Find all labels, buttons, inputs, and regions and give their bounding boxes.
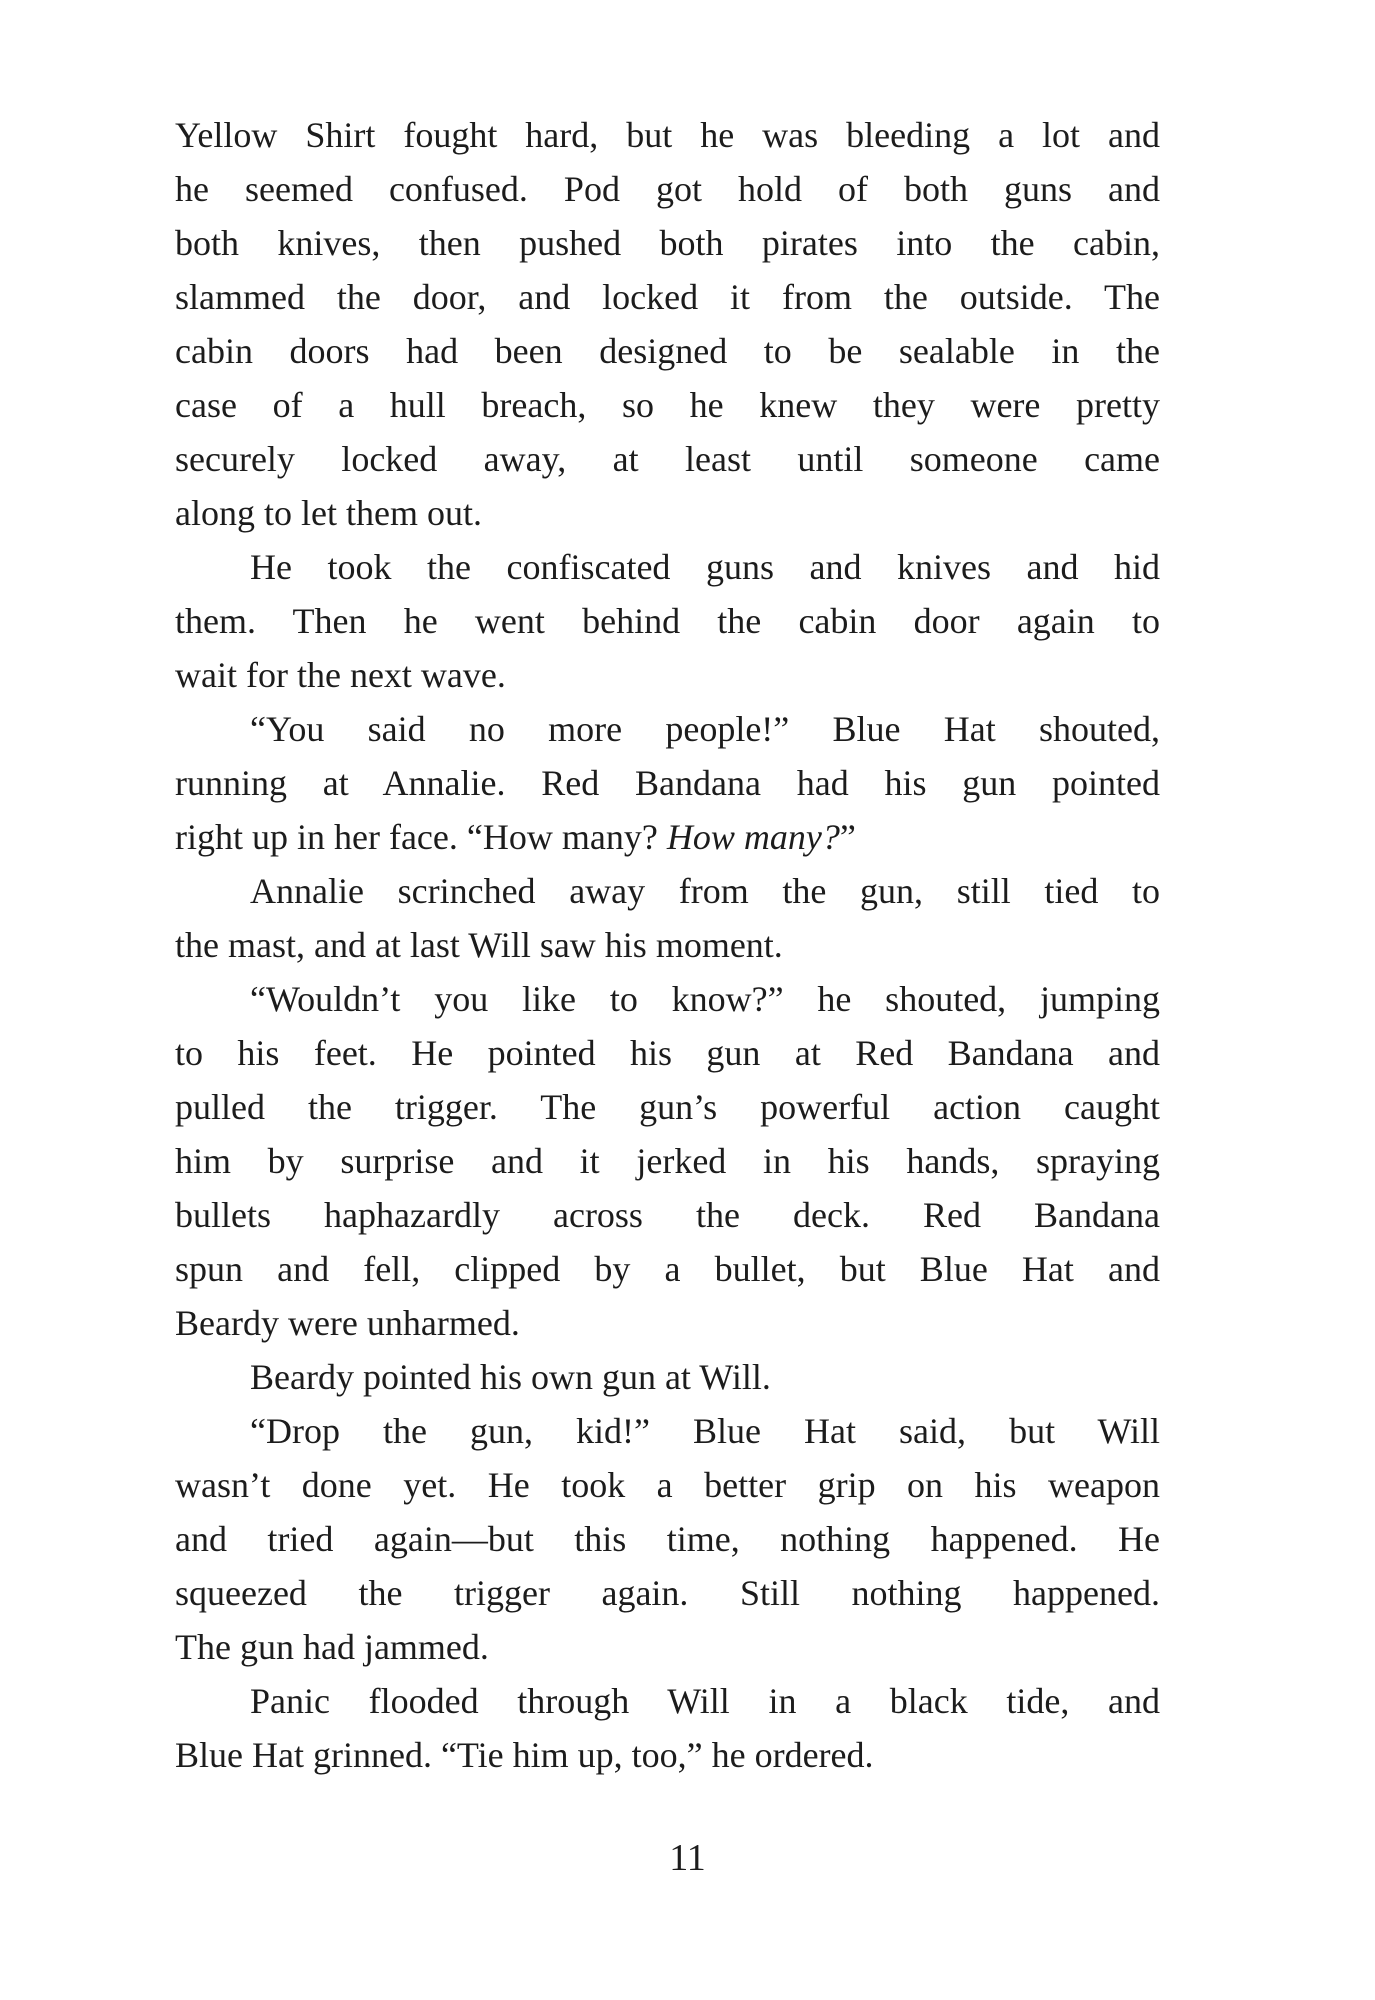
text-line: both knives, then pushed both pirates into the cabin,	[175, 223, 1160, 263]
text-line: he seemed confused. Pod got hold of both guns and	[175, 169, 1160, 209]
text-line: them. Then he went behind the cabin door again to	[175, 601, 1160, 641]
text-line: running at Annalie. Red Bandana had his gun pointed	[175, 763, 1160, 803]
text-line: along to let them out.	[175, 493, 482, 533]
text-line: “You said no more people!” Blue Hat shouted,	[250, 709, 1160, 749]
page-number: 11	[669, 1837, 706, 1879]
text-line: wait for the next wave.	[175, 655, 506, 695]
text-line: him by surprise and it jerked in his hands, spraying	[175, 1141, 1160, 1181]
text-line: pulled the trigger. The gun’s powerful action caught	[175, 1087, 1160, 1127]
italic-text: How many?	[666, 817, 840, 857]
text-line: case of a hull breach, so he knew they were pretty	[175, 385, 1160, 425]
paragraph	[175, 108, 1160, 540]
text-block	[175, 108, 1160, 1782]
paragraph	[175, 540, 1160, 702]
paragraph	[175, 1350, 1160, 1404]
text-line: Panic flooded through Will in a black tide, and	[250, 1681, 1160, 1721]
text-line: He took the confiscated guns and knives and hid	[250, 547, 1160, 587]
text-line: Yellow Shirt fought hard, but he was bleeding a lot and	[175, 115, 1160, 155]
text-line: “Drop the gun, kid!” Blue Hat said, but Will	[250, 1411, 1160, 1451]
text-line: squeezed the trigger again. Still nothing happened.	[175, 1573, 1160, 1613]
paragraph	[175, 972, 1160, 1350]
paragraph	[175, 1674, 1160, 1782]
text-line: spun and fell, clipped by a bullet, but Blue Hat and	[175, 1249, 1160, 1289]
text-line: Beardy were unharmed.	[175, 1303, 520, 1343]
paragraph	[175, 702, 1160, 864]
text-line: “Wouldn’t you like to know?” he shouted, jumping	[250, 979, 1160, 1019]
text-line: Beardy pointed his own gun at Will.	[250, 1357, 771, 1397]
text-line: right up in her face. “How many? How many?”	[175, 817, 856, 857]
text-line: wasn’t done yet. He took a better grip on his weapon	[175, 1465, 1160, 1505]
text-line: to his feet. He pointed his gun at Red Bandana and	[175, 1033, 1160, 1073]
text-line: Annalie scrinched away from the gun, still tied to	[250, 871, 1160, 911]
text-line: Blue Hat grinned. “Tie him up, too,” he ordered.	[175, 1735, 874, 1775]
text-line: The gun had jammed.	[175, 1627, 489, 1667]
paragraph	[175, 864, 1160, 972]
text-line: the mast, and at last Will saw his moment.	[175, 925, 783, 965]
text-line: cabin doors had been designed to be sealable in the	[175, 331, 1160, 371]
text-line: securely locked away, at least until someone came	[175, 439, 1160, 479]
text-line: bullets haphazardly across the deck. Red Bandana	[175, 1195, 1160, 1235]
text-line: and tried again—but this time, nothing happened. He	[175, 1519, 1160, 1559]
text-line: slammed the door, and locked it from the outside. The	[175, 277, 1160, 317]
paragraph	[175, 1404, 1160, 1674]
